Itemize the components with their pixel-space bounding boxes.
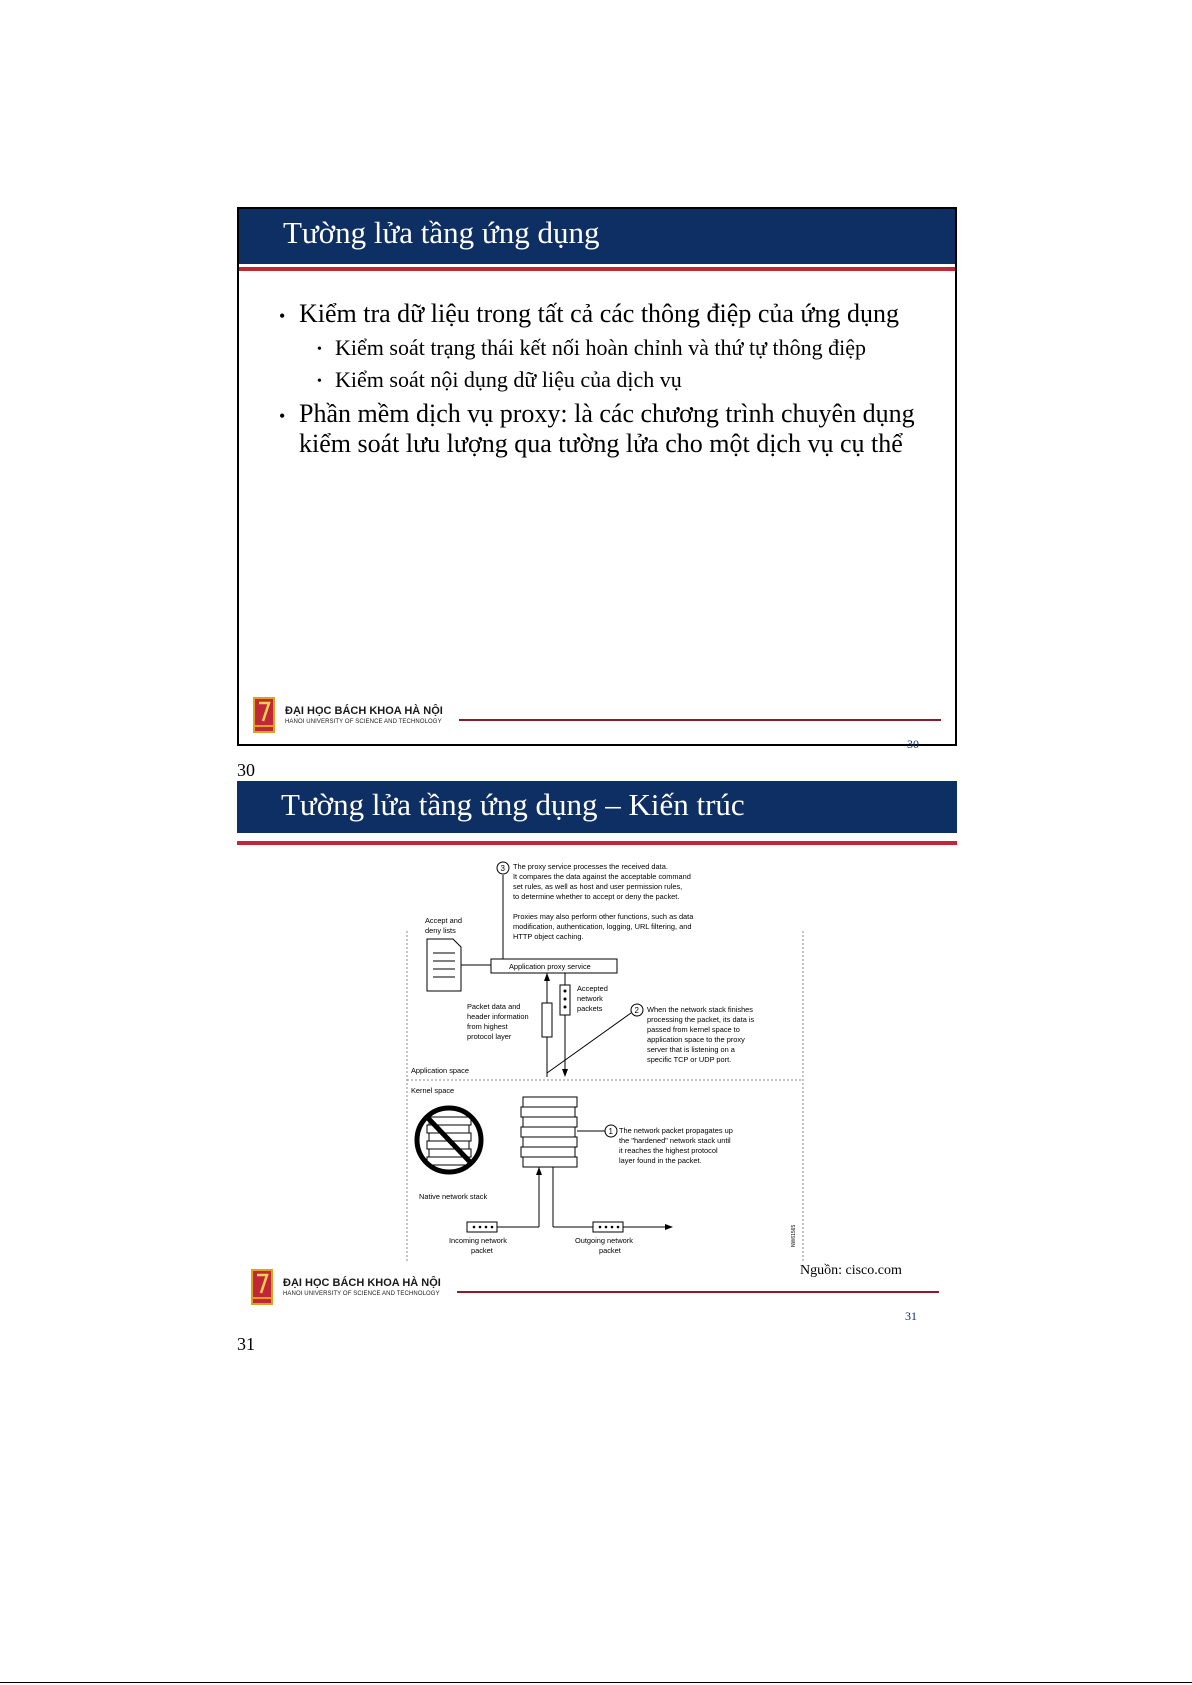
slide-30 [237,207,957,751]
svg-text:Accept anddeny lists: Accept and deny lists [425,916,462,935]
slide-footer [253,697,943,751]
footer-line [459,719,941,721]
university-logo-icon [251,1269,273,1305]
slide-title: Tường lửa tầng ứng dụng [283,215,600,250]
title-divider [237,841,957,845]
native-stack-label: Native network stack [419,1192,488,1201]
svg-text:2: 2 [634,1006,639,1015]
svg-text:1: 1 [608,1127,613,1136]
svg-text:Acceptednetworkpackets: Accepted network packets [577,984,608,1013]
proxy-architecture-diagram [405,861,805,1273]
title-divider [239,267,955,271]
hardened-stack [521,1097,577,1167]
university-name: ĐẠI HỌC BÁCH KHOA HÀ NỘI [285,705,443,717]
page-bottom-line [0,1682,1192,1683]
proxy-service-label: Application proxy service [509,962,591,971]
footer-line [457,1291,939,1293]
native-stack-crossed-icon [417,1108,481,1172]
slide-body [279,299,939,465]
slide-title-bar [237,781,957,833]
slide-title: Tường lửa tầng ứng dụng – Kiến trúc [281,787,745,822]
sub-bullet: • Kiểm soát nội dụng dữ liệu của dịch vụ [279,367,939,393]
slide-31 [237,781,957,1321]
svg-text:Packet data andheader informat: Packet data and header information from highest protocol layer [467,1002,529,1041]
svg-text:3: 3 [500,864,505,873]
slide-footer [251,1269,941,1323]
university-name: ĐẠI HỌC BÁCH KHOA HÀ NỘI [283,1277,441,1289]
source-credit: Nguồn: cisco.com [800,1263,902,1278]
bullet: • Phần mềm dịch vụ proxy: là các chương trình chuyên dụng kiểm soát lưu lượng qua tường lửa cho một dịch vụ cụ thể [279,399,939,459]
university-logo-icon [253,697,275,733]
university-name-en: HANOI UNIVERSITY OF SCIENCE AND TECHNOLOGY [283,1291,440,1297]
app-space-label: Application space [411,1066,469,1075]
university-name-en: HANOI UNIVERSITY OF SCIENCE AND TECHNOLOGY [285,719,442,725]
slide-label: 30 [237,760,255,780]
sub-bullet: • Kiểm soát trạng thái kết nối hoàn chỉnh và thứ tự thông điệp [279,335,939,361]
slide-title-bar [239,209,955,264]
bullet: • Kiểm tra dữ liệu trong tất cả các thông điệp của ứng dụng [279,299,939,329]
page-number: 30 [907,737,919,751]
slide-label: 31 [237,1334,255,1354]
page-number: 31 [905,1309,917,1323]
step3-text: The proxy service processes the received data. It compares the data against the acceptable command set rules, as well as host and user permission rules, to determine whether to accept or deny the packet. Proxies may also perform other functions, such as data modification, authentication, logging, URL filtering, and HTTP object caching. [513,862,694,941]
svg-text:Outgoing networkpacket: Outgoing network packet [575,1236,633,1255]
kernel-space-label: Kernel space [411,1086,455,1095]
svg-text:NW61565: NW61565 [791,1224,797,1247]
svg-text:Incoming networkpacket: Incoming network packet [449,1236,507,1255]
step2-text: When the network stack finishes processing the packet, its data is passed from kernel space to application space to the proxy server that is listening on a specific TCP or UDP port. [647,1005,755,1064]
step1-text: The network packet propagates up the "hardened" network stack until it reaches the highest protocol layer found in the packet. [619,1126,733,1165]
